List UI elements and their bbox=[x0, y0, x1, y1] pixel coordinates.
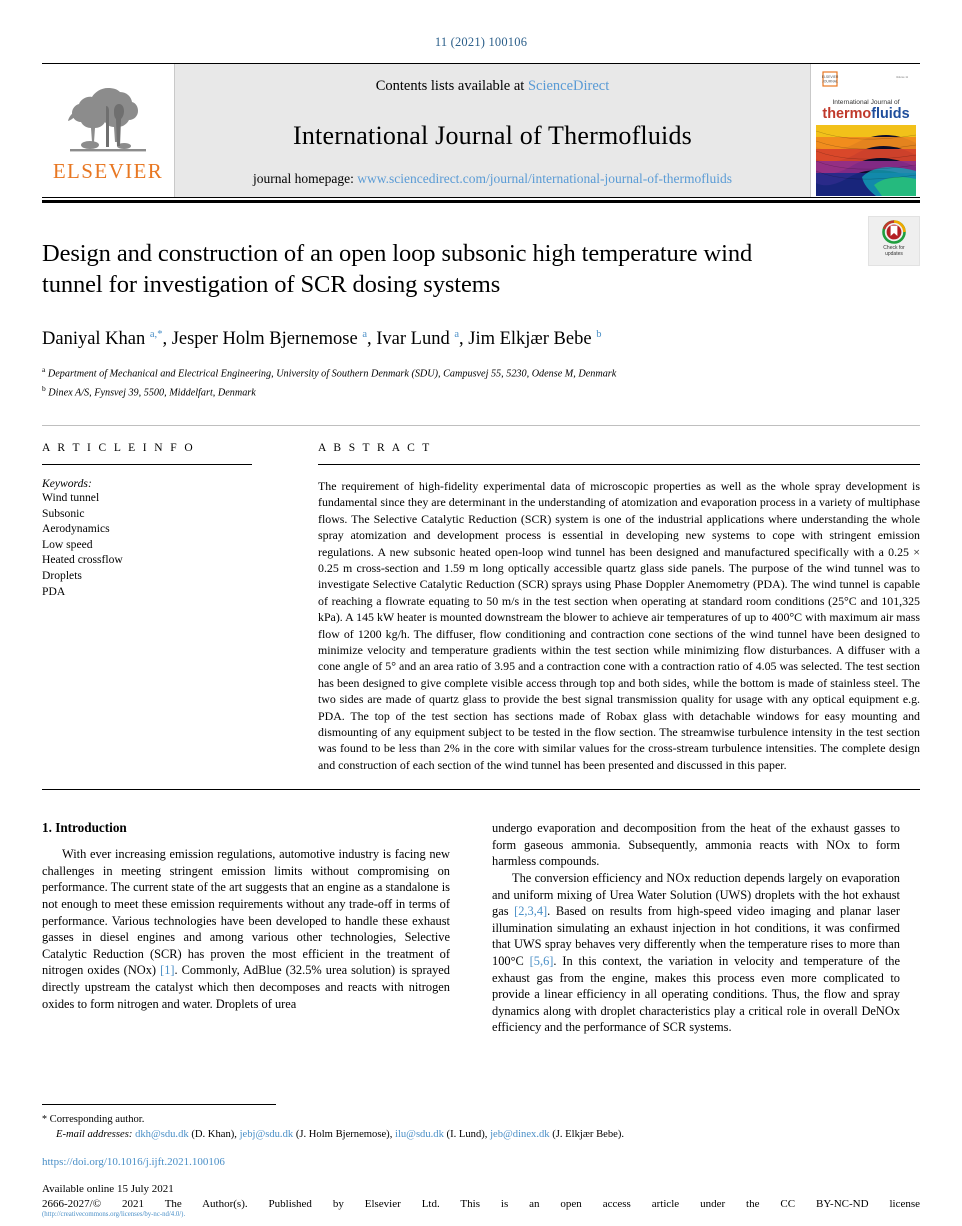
abstract-heading: A B S T R A C T bbox=[318, 441, 432, 454]
keyword-item: Droplets bbox=[42, 568, 82, 582]
copyright-line: 2666-2027/© 2021 The Author(s). Published by Elsevier Ltd. This is an open access article under the CC BY-NC-ND license bbox=[42, 1198, 920, 1210]
journal-homepage-link[interactable]: www.sciencedirect.com/journal/international-journal-of-thermofluids bbox=[357, 171, 732, 186]
journal-cover-image bbox=[816, 65, 916, 196]
abstract-column bbox=[280, 442, 920, 773]
keyword-item: Low speed bbox=[42, 537, 93, 551]
journal-homepage-line bbox=[175, 171, 810, 187]
keyword-item: Wind tunnel bbox=[42, 490, 100, 504]
svg-text:thermofluids: thermofluids bbox=[821, 106, 910, 122]
contents-lists-line bbox=[175, 78, 810, 95]
journal-masthead bbox=[42, 63, 920, 198]
svg-text:Volume 11: Volume 11 bbox=[895, 76, 908, 79]
elsevier-tree-icon bbox=[60, 80, 156, 158]
intro-paragraph-left: With ever increasing emission regulations, automotive industry is facing new challenges in meeting stringent emission limits without compromising on performance. The current state of the art suggests that an engine as a standalone is not enough to meet these emission requirements without any trade-off in terms of performance. Various technologies have been developed to handle these exhaust gasses in diesel engines and among various other technologies, Selective Catalytic Reduction (SCR) has proven the most efficient in the treatment of nitrogen oxides (NOx) [1]. Commonly, AdBlue (32.5% urea solution) is sprayed directly upstream the catalyst which then decomposes and reacts with nitrogen oxides to form nitrogen and water. Droplets of urea bbox=[42, 847, 450, 1011]
title-block bbox=[42, 238, 920, 401]
abstract-text: The requirement of high-fidelity experimental data of microscopic properties as well as the whole spray development is fundamental since they are determinant in the understanding of atomization and evaporation process in a variety of multiphase flows. The Selective Catalytic Reduction (SCR) system is one of the industrial applications where understanding the whole spray atomization and development process is essential in developing new systems to cope with stringent emission regulations. A new subsonic heated open-loop wind tunnel has been designed and manufactured specifically with a 0.25 × 0.25 m cross-section and 1.59 m long optically accessible quartz glass side panels. The purpose of the wind tunnel was to investigate Selective Catalytic Reduction (SCR) sprays using Phase Doppler Anemometry (PDA). The wind tunnel is capable of reaching a flowrate equating to 50 m/s in the test section when operating at standard room conditions (25°C and 101,325 kPa). A 145 kW heater is mounted downstream the blower to achieve air temperatures of up to 400°C with maximum air mass flow of 1200 kg/h. The diffuser, flow conditioning and contraction cone sections of the wind tunnel have been designed to minimize velocity and temperature gradients within the test section while minimizing flow disturbances. A diffuser with a cone angle of 5° and an area ratio of 3.95 and a contraction cone with a contraction ratio of 4.05 was selected. The test section has been designed to give complete visible access through top and both sides, while the bottom is made of stainless steel. The two sides are made of quartz glass to provide the best signal transmission quality for usage with any optical equipment e.g. PDA. The top of the test section has sections made of Robax glass with detachable windows for easy mounting and dismounting of any equipment subject to be tested in the flow section. The streamwise turbulence intensity in the test section was found to be less than 2% in the core with similar values for the cross-stream turbulence intensities. The complete design and construction of each section of the wind tunnel has been presented and discussed in this paper. bbox=[318, 478, 920, 772]
crossmark-icon bbox=[882, 220, 906, 244]
affiliation-a: $^a$ Department of Mechanical and Electrical Engineering, University of Southern Denmark (SDU), Campusvej 55, 5230, Odense M, Denmark bbox=[42, 365, 617, 380]
crossmark-line1: Check for bbox=[883, 245, 905, 251]
doi-link[interactable]: https://doi.org/10.1016/j.ijft.2021.100106 bbox=[42, 1156, 225, 1168]
sciencedirect-link[interactable]: ScienceDirect bbox=[527, 78, 610, 94]
body-column-right bbox=[492, 820, 900, 1036]
contents-prefix: Contents lists available at bbox=[375, 78, 528, 94]
email-addresses-line bbox=[56, 1127, 920, 1142]
affiliation-b: $^b$ Dinex A/S, Fynsvej 39, 5500, Middelfart, Denmark bbox=[42, 384, 256, 399]
keyword-item: Subsonic bbox=[42, 506, 85, 520]
page-footer bbox=[42, 1104, 920, 1218]
svg-text:ELSEVIER: ELSEVIER bbox=[821, 75, 838, 79]
article-info-column bbox=[42, 442, 280, 773]
body-columns bbox=[42, 820, 920, 1036]
journal-banner bbox=[175, 64, 810, 197]
available-online: Available online 15 July 2021 bbox=[42, 1183, 174, 1195]
keywords-label: Keywords: bbox=[42, 476, 92, 490]
page-title: Design and construction of an open loop subsonic high temperature wind tunnel for investigation of SCR dosing systems bbox=[42, 240, 753, 298]
elsevier-logo bbox=[42, 64, 175, 197]
author-list: Daniyal Khan $^{a,*}$, Jesper Holm Bjernemose $^a$, Ivar Lund $^a$, Jim Elkjær Bebe $^b$ bbox=[42, 329, 602, 350]
abstract-divider-bottom bbox=[42, 789, 920, 790]
body-column-left bbox=[42, 820, 450, 1036]
keyword-item: PDA bbox=[42, 584, 66, 598]
corresponding-author-line bbox=[42, 1112, 920, 1127]
affiliations bbox=[42, 363, 920, 401]
article-info-heading: A R T I C L E I N F O bbox=[42, 441, 196, 454]
keyword-item: Heated crossflow bbox=[42, 553, 123, 567]
journal-title: International Journal of Thermofluids bbox=[293, 121, 692, 150]
email-addresses: dkh@sdu.dk (D. Khan), jebj@sdu.dk (J. Holm Bjernemose), ilu@sdu.dk (I. Lund), jeb@dinex.dk (J. Elkjær Bebe). bbox=[135, 1129, 625, 1140]
intro-paragraph-right-2: The conversion efficiency and NOx reduction depends largely on evaporation and uniform mixing of Urea Water Solution (UWS) droplets with the hot exhaust gas [2,3,4]. Based on results from high-speed video imaging and planar laser illumination simulating an exhaust injection in hot conditions, it was confirmed that UWS spray behaves very differently when the temperature rises to more than 100°C [5,6]. In this context, the variation in velocity and temperature of the exhaust gas from the engine, makes this process even more complicated to provide a linear efficiency in all operating conditions. Thus, the flow and spray dynamics along with droplet characteristics play a critical role in overall DeNOx efficiency and the performance of SCR systems. bbox=[492, 871, 900, 1035]
crossmark-caption bbox=[883, 245, 904, 257]
intro-paragraph-right-1: undergo evaporation and decomposition from the heat of the exhaust gasses to form gaseous ammonia. Subsequently, ammonia reacts with NOx to form harmless compounds. bbox=[492, 821, 900, 869]
section-heading-introduction: 1. Introduction bbox=[42, 820, 127, 836]
crossmark-line2: updates bbox=[885, 251, 903, 257]
journal-cover bbox=[810, 64, 920, 197]
corresponding-author-text: Corresponding author. bbox=[49, 1114, 145, 1125]
email-label: E-mail addresses: bbox=[56, 1129, 133, 1140]
elsevier-wordmark: ELSEVIER bbox=[52, 159, 164, 183]
footer-divider bbox=[42, 1104, 276, 1105]
keyword-item: Aerodynamics bbox=[42, 522, 110, 536]
running-head: 11 (2021) 100106 bbox=[434, 35, 528, 49]
crossmark-badge[interactable] bbox=[868, 216, 920, 266]
abstract-rule bbox=[318, 464, 920, 465]
keywords-list bbox=[42, 490, 252, 599]
asterisk-marker: * bbox=[42, 1114, 47, 1125]
article-info-rule bbox=[42, 464, 252, 465]
svg-text:JOURNAL: JOURNAL bbox=[821, 79, 838, 84]
cc-license-link[interactable]: (http://creativecommons.org/licenses/by-nc-nd/4.0/). bbox=[42, 1211, 186, 1218]
homepage-prefix: journal homepage: bbox=[253, 171, 358, 186]
info-abstract-area bbox=[42, 426, 920, 773]
svg-text:International Journal of: International Journal of bbox=[831, 99, 900, 106]
